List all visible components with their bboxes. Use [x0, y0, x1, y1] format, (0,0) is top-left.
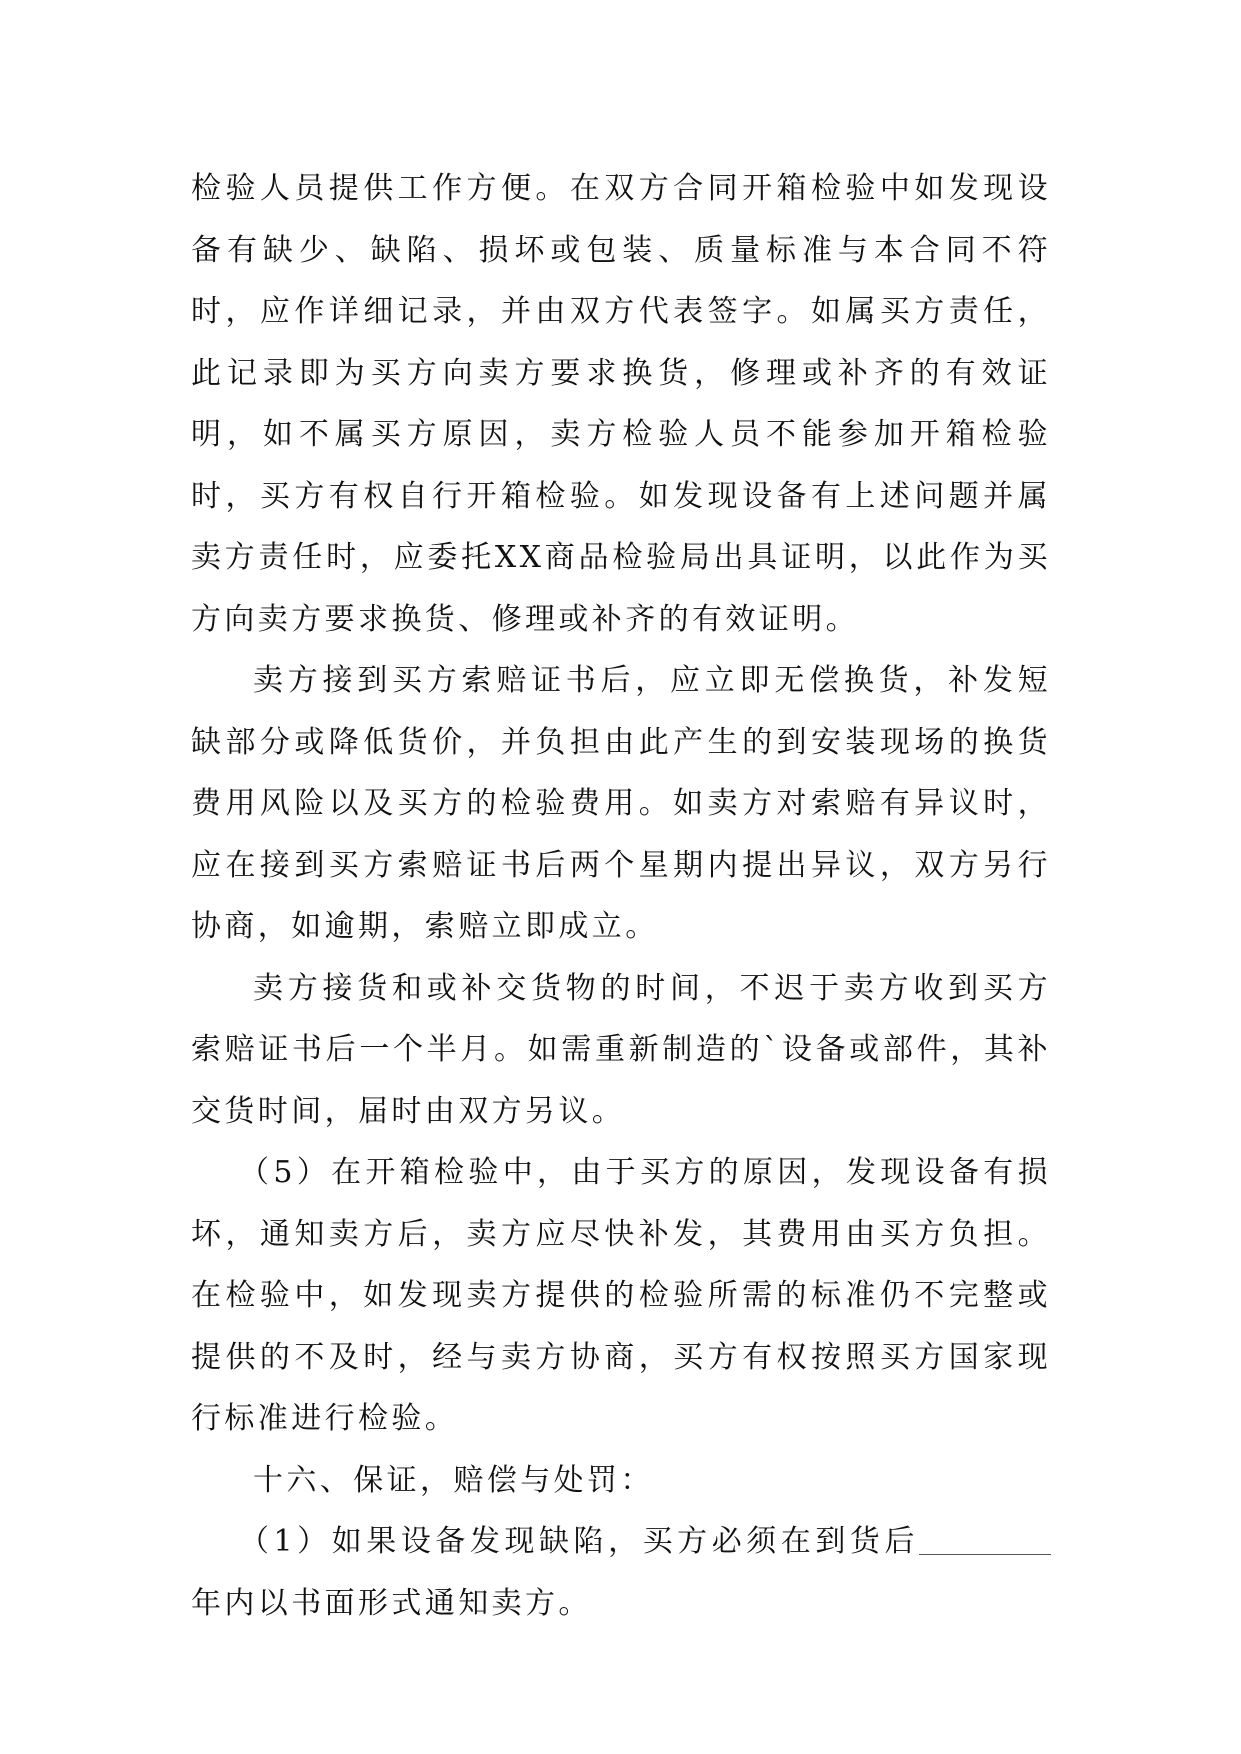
paragraph-item-1: [191, 1511, 1051, 1634]
item-1-text-start: （1）如果设备发现缺陷，买方必须在到货后: [239, 1524, 919, 1559]
paragraph-claim-handling: 卖方接到买方索赔证书后，应立即无偿换货，补发短缺部分或降低货价，并负担由此产生的到安装现场的换货费用风险以及买方的检验费用。如卖方对索赔有异议时，应在接到买方索赔证书后两个星期内提出异议，双方另行协商，如逾期，索赔立即成立。: [191, 663, 1051, 944]
document-body: [191, 158, 1051, 1634]
paragraph-inspection-records: 检验人员提供工作方便。在双方合同开箱检验中如发现设备有缺少、缺陷、损坏或包装、质量标准与本合同不符时，应作详细记录，并由双方代表签字。如属买方责任，此记录即为买方向卖方要求换货，修理或补齐的有效证明，如不属买方原因，卖方检验人员不能参加开箱检验时，买方有权自行开箱检验。如发现设备有上述问题并属卖方责任时，应委托XX商品检验局出具证明，以此作为买方向卖方要求换货、修理或补齐的有效证明。: [191, 171, 1051, 637]
paragraph-item-5: （5）在开箱检验中，由于买方的原因，发现设备有损坏，通知卖方后，卖方应尽快补发，其费用由买方负担。在检验中，如发现卖方提供的检验所需的标准仍不完整或提供的不及时，经与卖方协商，买方有权按照买方国家现行标准进行检验。: [191, 1155, 1051, 1436]
section-heading-guarantee: 十六、保证，赔偿与处罚：: [253, 1462, 654, 1498]
item-1-text-end: 年内以书面形式通知卖方。: [191, 1585, 592, 1621]
paragraph-replacement-time: 卖方接货和或补交货物的时间，不迟于卖方收到买方索赔证书后一个半月。如需重新制造的`设备或部件，其补交货时间，届时由双方另议。: [191, 970, 1051, 1129]
fill-in-blank[interactable]: [919, 1524, 1051, 1555]
